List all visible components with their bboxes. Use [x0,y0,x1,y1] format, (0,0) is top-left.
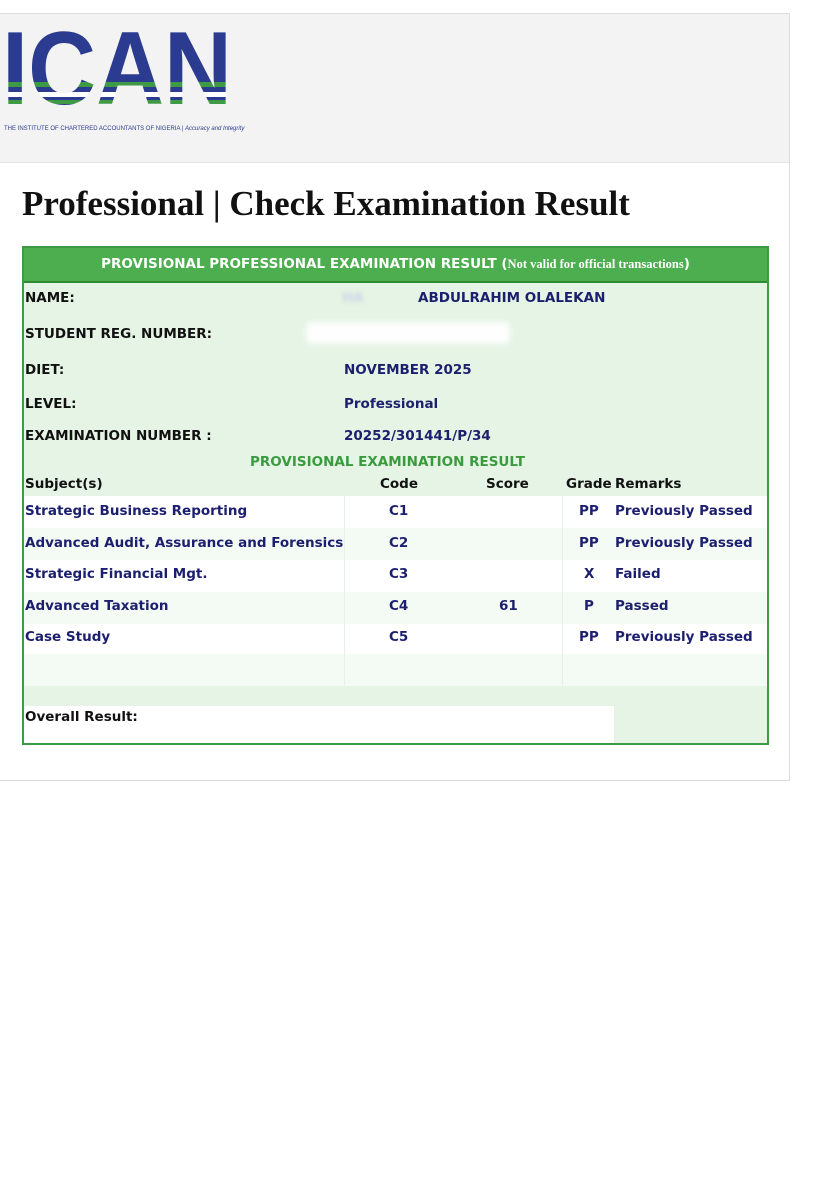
result-banner [24,248,767,283]
name-label: NAME: [25,290,75,306]
banner-title: PROVISIONAL PROFESSIONAL EXAMINATION RESULT ( [101,256,508,272]
grade-cell: X [584,566,595,582]
column-divider [562,496,563,686]
logo-tagline: THE INSTITUTE OF CHARTERED ACCOUNTANTS OF NIGERIA | Accuracy and Integrity [4,126,245,132]
remarks-cell: Previously Passed [615,535,753,551]
level-label: LEVEL: [25,396,77,412]
code-cell: C1 [389,503,409,519]
column-divider [344,496,345,686]
results-section-title: PROVISIONAL EXAMINATION RESULT [250,454,525,470]
grade-cell: PP [579,503,599,519]
code-cell: C4 [389,598,409,614]
exam-number-value: 20252/301441/P/34 [344,428,491,444]
subject-cell: Strategic Business Reporting [25,503,248,519]
score-cell: 61 [499,598,518,614]
banner-close: ) [683,256,690,272]
header-remarks: Remarks [615,476,682,492]
remarks-cell: Passed [615,598,669,614]
ican-logo-icon [2,16,234,120]
remarks-cell: Previously Passed [615,629,753,645]
diet-value: NOVEMBER 2025 [344,362,472,378]
ican-logo[interactable] [2,16,245,142]
reg-number-redacted [306,322,510,344]
page-frame [0,13,790,781]
exam-number-label: EXAMINATION NUMBER : [25,428,212,444]
grade-cell: PP [579,535,599,551]
subject-cell: Case Study [25,629,111,645]
banner-note: Not valid for official transactions [507,257,684,271]
result-panel [22,246,769,745]
remarks-cell: Previously Passed [615,503,753,519]
logo-tagline-text: THE INSTITUTE OF CHARTERED ACCOUNTANTS OF NIGERIA [4,126,181,132]
code-cell: C3 [389,566,409,582]
reg-label: STUDENT REG. NUMBER: [25,326,213,342]
header-code: Code [380,476,419,492]
code-cell: C5 [389,629,409,645]
header-grade: Grade [566,476,612,492]
level-value: Professional [344,396,439,412]
logo-motto: Accuracy and Integrity [185,126,245,132]
row-stripe [24,654,767,686]
name-value: ABDULRAHIM OLALEKAN [418,290,606,306]
subject-cell: Advanced Audit, Assurance and Forensics [25,535,344,551]
diet-label: DIET: [25,362,65,378]
results-table [24,496,767,686]
grade-cell: PP [579,629,599,645]
page-title: Professional | Check Examination Result [22,184,630,223]
overall-result-label: Overall Result: [25,709,138,725]
subject-cell: Strategic Financial Mgt. [25,566,208,582]
subject-cell: Advanced Taxation [25,598,169,614]
header-score: Score [486,476,529,492]
name-redacted: HA [342,290,364,306]
header-subject: Subject(s) [25,476,103,492]
site-header [0,14,789,163]
remarks-cell: Failed [615,566,661,582]
code-cell: C2 [389,535,409,551]
grade-cell: P [584,598,594,614]
